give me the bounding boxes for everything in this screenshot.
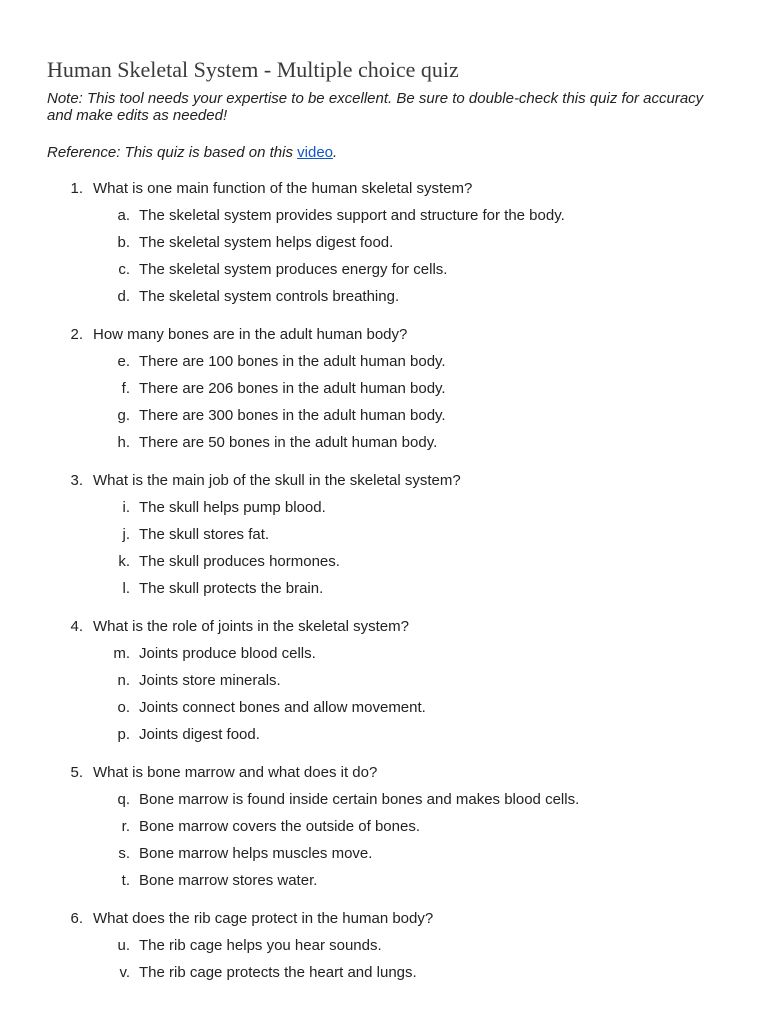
option-letter: q. [117,791,130,808]
answer-option [0,379,768,406]
question-text: What is the role of joints in the skeletal system? [93,618,409,635]
option-text: The skull produces hormones. [139,553,340,570]
question-text: How many bones are in the adult human body? [93,326,408,343]
option-text: There are 206 bones in the adult human body. [139,380,446,397]
question-text: What is one main function of the human skeletal system? [93,180,473,197]
question-row [0,763,768,790]
answer-option [0,352,768,379]
option-letter: e. [117,353,130,370]
answer-option [0,671,768,698]
answer-option [0,644,768,671]
option-letter: l. [122,580,130,597]
option-letter: f. [121,380,130,397]
option-text: The skeletal system controls breathing. [139,288,400,305]
expertise-note: Note: This tool needs your expertise to be excellent. Be sure to double-check this quiz for accuracy and make edits as needed! [47,90,704,124]
question-number: 5. [70,764,83,781]
option-letter: u. [117,937,130,954]
question-row [0,617,768,644]
answer-option [0,498,768,525]
option-letter: p. [117,726,130,743]
option-letter: k. [118,553,130,570]
video-link[interactable]: video [297,144,333,161]
answer-option [0,936,768,963]
option-letter: m. [113,645,130,662]
question-item [0,909,768,990]
option-text: The skeletal system helps digest food. [139,234,394,251]
question-item [0,179,768,314]
option-letter: a. [117,207,130,224]
option-text: Bone marrow covers the outside of bones. [139,818,420,835]
option-letter: r. [121,818,130,835]
question-text: What is bone marrow and what does it do? [93,764,378,781]
question-item [0,617,768,752]
question-number: 2. [70,326,83,343]
reference-line [47,144,337,161]
question-row [0,909,768,936]
option-text: There are 300 bones in the adult human body. [139,407,446,424]
option-letter: b. [117,234,130,251]
option-letter: n. [117,672,130,689]
answer-option [0,963,768,990]
option-letter: i. [122,499,130,516]
answer-option [0,552,768,579]
option-text: The skeletal system provides support and structure for the body. [139,207,565,224]
question-item [0,763,768,898]
option-letter: c. [118,261,130,278]
document-title: Human Skeletal System - Multiple choice quiz [47,57,459,82]
question-item [0,471,768,606]
question-row [0,471,768,498]
option-letter: j. [122,526,130,543]
question-row [0,179,768,206]
answer-option [0,433,768,460]
option-letter: h. [117,434,130,451]
answer-option [0,206,768,233]
answer-option [0,725,768,752]
answer-option [0,817,768,844]
question-number: 4. [70,618,83,635]
answer-option [0,260,768,287]
answer-option [0,579,768,606]
option-text: The skull stores fat. [139,526,270,543]
answer-option [0,525,768,552]
option-text: The rib cage protects the heart and lungs. [139,964,417,981]
answer-option [0,790,768,817]
reference-suffix: . [333,144,338,161]
option-text: Joints connect bones and allow movement. [139,699,426,716]
option-letter: d. [117,288,130,305]
option-text: The skull helps pump blood. [139,499,326,516]
reference-prefix: Reference: This quiz is based on this [47,144,298,161]
question-number: 1. [70,180,83,197]
answer-option [0,287,768,314]
option-letter: v. [119,964,130,981]
answer-option [0,844,768,871]
option-text: Bone marrow is found inside certain bones and makes blood cells. [139,791,580,808]
option-text: The skull protects the brain. [139,580,324,597]
option-text: Bone marrow helps muscles move. [139,845,373,862]
option-letter: s. [118,845,130,862]
option-text: Joints digest food. [139,726,260,743]
answer-option [0,406,768,433]
option-text: Joints store minerals. [139,672,281,689]
option-letter: g. [117,407,130,424]
question-number: 6. [70,910,83,927]
option-letter: t. [121,872,130,889]
answer-option [0,698,768,725]
answer-option [0,233,768,260]
option-letter: o. [117,699,130,716]
question-row [0,325,768,352]
option-text: Joints produce blood cells. [139,645,316,662]
question-item [0,325,768,460]
option-text: There are 100 bones in the adult human body. [139,353,446,370]
question-text: What is the main job of the skull in the skeletal system? [93,472,461,489]
answer-option [0,871,768,898]
question-list [0,179,768,1001]
option-text: There are 50 bones in the adult human body. [139,434,438,451]
question-text: What does the rib cage protect in the human body? [93,910,434,927]
option-text: The rib cage helps you hear sounds. [139,937,382,954]
option-text: The skeletal system produces energy for cells. [139,261,448,278]
question-number: 3. [70,472,83,489]
option-text: Bone marrow stores water. [139,872,318,889]
